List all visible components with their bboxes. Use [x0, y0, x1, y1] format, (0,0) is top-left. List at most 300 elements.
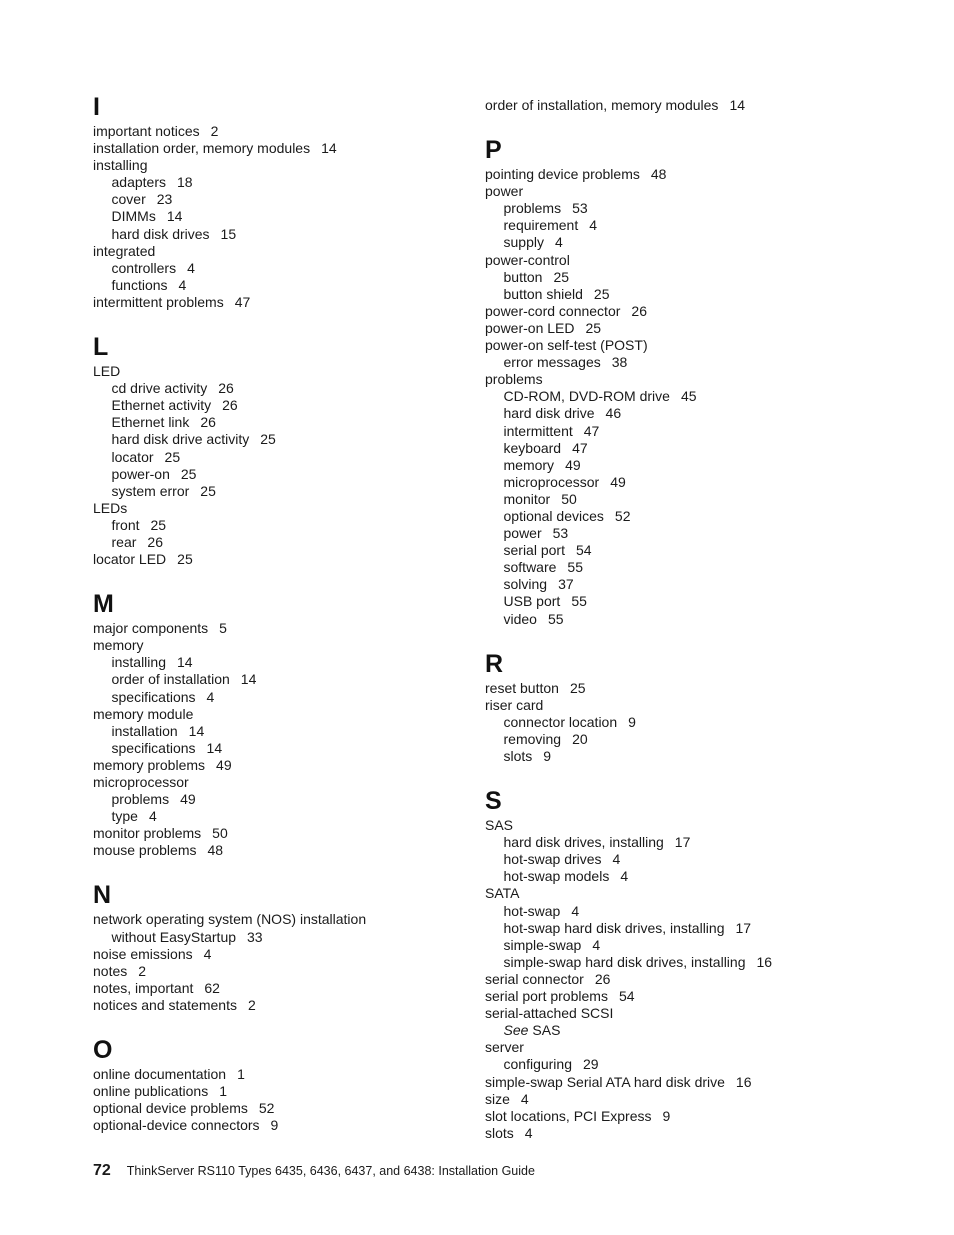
index-entry — [485, 97, 865, 114]
entry-term: memory problems — [93, 756, 206, 773]
index-subentry — [93, 483, 473, 500]
entry-term: SAS — [485, 817, 514, 834]
index-subentry — [485, 542, 865, 559]
entry-term: power-control — [485, 251, 570, 268]
index-subentry — [485, 834, 865, 851]
entry-page-number: 5 — [219, 620, 227, 637]
entry-term: major components — [93, 620, 209, 637]
index-subentry — [93, 534, 473, 551]
index-entry — [93, 500, 473, 517]
entry-term: simple-swap — [503, 936, 582, 953]
entry-term: riser card — [485, 696, 544, 713]
entry-term: locator — [111, 448, 154, 465]
entry-term: notes — [93, 962, 128, 979]
index-subentry — [93, 466, 473, 483]
see-reference: See — [503, 1022, 529, 1039]
index-subentry — [485, 423, 865, 440]
entry-term: order of installation, memory modules — [485, 97, 719, 113]
index-subentry — [93, 808, 473, 825]
entry-page-number: 50 — [561, 490, 577, 507]
index-subentry — [93, 174, 473, 191]
entry-term: installing — [111, 654, 166, 671]
index-subentry — [93, 791, 473, 808]
entry-term: notices and statements — [93, 996, 237, 1013]
index-subentry — [485, 714, 865, 731]
entry-term: monitor problems — [93, 825, 202, 842]
entry-term: important notices — [93, 123, 200, 139]
index-column-right — [485, 97, 865, 1142]
index-entry — [93, 123, 473, 140]
entry-page-number: 25 — [593, 285, 610, 302]
entry-page-number: 26 — [222, 397, 238, 414]
entry-page-number: 29 — [583, 1056, 599, 1073]
entry-term: slots — [503, 748, 533, 764]
entry-page-number: 4 — [524, 1124, 533, 1141]
entry-term: simple-swap hard disk drives, installing — [503, 953, 746, 970]
page-footer — [93, 1162, 535, 1180]
entry-page-number: 16 — [756, 953, 773, 970]
entry-page-number: 14 — [729, 97, 746, 113]
index-subentry — [485, 457, 865, 474]
entry-term: hot-swap — [503, 902, 561, 919]
entry-term: specifications — [111, 739, 196, 756]
entry-term: front — [111, 516, 140, 533]
index-entry — [93, 1083, 473, 1100]
entry-term: intermittent problems — [93, 293, 224, 310]
index-subentry — [485, 405, 865, 422]
entry-term: simple-swap Serial ATA hard disk drive — [485, 1073, 725, 1090]
entry-term: LEDs — [93, 499, 128, 516]
entry-term: hard disk drive — [503, 405, 595, 422]
index-section — [93, 333, 473, 568]
entry-term: cover — [111, 191, 146, 208]
index-subentry — [93, 689, 473, 706]
index-entry — [93, 637, 473, 654]
index-subentry — [93, 260, 473, 277]
entry-term: microprocessor — [93, 774, 189, 790]
entry-page-number: 4 — [187, 259, 195, 276]
entry-term: notes, important — [93, 979, 194, 996]
index-entry — [93, 706, 473, 723]
entry-term: noise emissions — [93, 945, 193, 962]
entry-term: controllers — [111, 259, 177, 276]
entry-term: adapters — [111, 174, 166, 191]
entry-term: hard disk drives — [111, 225, 210, 242]
index-entry — [93, 363, 473, 380]
index-subentry — [485, 903, 865, 920]
entry-term: order of installation — [111, 671, 230, 688]
entry-page-number: 14 — [240, 671, 257, 688]
entry-page-number: 14 — [176, 654, 193, 671]
entry-page-number: 23 — [156, 191, 173, 208]
entry-page-number: 47 — [572, 439, 588, 456]
entry-term: network operating system (NOS) installation — [93, 911, 367, 928]
entry-term: type — [111, 808, 138, 825]
index-section — [93, 93, 473, 311]
index-entry — [485, 1005, 865, 1022]
entry-page-number: 45 — [680, 388, 697, 405]
entry-page-number: 4 — [178, 276, 187, 293]
entry-page-number: 38 — [611, 354, 628, 371]
entry-page-number: 49 — [610, 473, 626, 490]
entry-term: memory — [503, 456, 555, 473]
index-subentry — [93, 191, 473, 208]
index-subentry — [485, 200, 865, 217]
entry-page-number: 9 — [543, 748, 552, 764]
index-subentry — [93, 723, 473, 740]
index-entry — [485, 697, 865, 714]
entry-term: video — [503, 610, 537, 627]
index-entry — [93, 620, 473, 637]
entry-page-number: 26 — [631, 302, 647, 319]
entry-term: server — [485, 1039, 524, 1056]
entry-term: serial port problems — [485, 988, 608, 1005]
index-entry — [93, 157, 473, 174]
index-entry — [93, 757, 473, 774]
entry-page-number: 47 — [583, 422, 600, 439]
entry-term: slot locations, PCI Express — [485, 1107, 652, 1124]
entry-page-number: 33 — [247, 928, 263, 945]
index-entry — [485, 1108, 865, 1125]
index-entry — [485, 1074, 865, 1091]
index-subentry — [485, 388, 865, 405]
entry-term: microprocessor — [503, 473, 600, 490]
entry-term: requirement — [503, 217, 579, 234]
entry-term: USB port — [503, 593, 561, 610]
entry-term: optional device problems — [93, 1100, 248, 1117]
entry-term: SAS — [532, 1022, 561, 1039]
index-subentry — [93, 226, 473, 243]
index-subentry — [485, 576, 865, 593]
index-section — [485, 787, 865, 1142]
index-entry — [93, 294, 473, 311]
entry-page-number: 62 — [204, 979, 220, 996]
entry-page-number: 50 — [212, 825, 228, 842]
entry-term: solving — [503, 576, 548, 593]
entry-term: serial connector — [485, 970, 584, 987]
entry-page-number: 2 — [138, 962, 147, 979]
index-entry — [93, 946, 473, 963]
entry-page-number: 2 — [247, 996, 256, 1013]
entry-page-number: 14 — [166, 208, 183, 225]
entry-page-number: 49 — [180, 791, 196, 808]
entry-term: size — [485, 1090, 510, 1107]
entry-term: hot-swap models — [503, 868, 610, 885]
entry-page-number: 4 — [592, 936, 601, 953]
entry-page-number: 49 — [216, 756, 232, 773]
index-entry — [93, 911, 473, 928]
index-subentry — [93, 449, 473, 466]
entry-page-number: 4 — [612, 851, 621, 868]
entry-page-number: 9 — [628, 713, 636, 730]
entry-page-number: 48 — [207, 842, 224, 859]
index-entry — [485, 371, 865, 388]
index-subentry — [93, 380, 473, 397]
entry-term: power-cord connector — [485, 302, 621, 319]
entry-page-number: 14 — [206, 739, 223, 756]
index-entry — [485, 885, 865, 902]
entry-page-number: 4 — [571, 902, 580, 919]
index-entry — [93, 997, 473, 1014]
index-subentry — [485, 525, 865, 542]
entry-term: configuring — [503, 1056, 572, 1073]
entry-term: integrated — [93, 242, 156, 259]
index-subentry — [485, 491, 865, 508]
index-entry — [93, 1117, 473, 1134]
entry-term: power — [503, 525, 542, 542]
index-subentry — [485, 508, 865, 525]
entry-term: supply — [503, 234, 544, 251]
entry-page-number: 17 — [735, 919, 752, 936]
index-entry — [485, 680, 865, 697]
entry-page-number: 9 — [270, 1117, 279, 1134]
section-letter: L — [93, 333, 109, 362]
index-section — [93, 881, 473, 1014]
index-subentry — [93, 414, 473, 431]
entry-term: serial-attached SCSI — [485, 1005, 614, 1022]
entry-term: optional-device connectors — [93, 1117, 260, 1134]
index-subentry — [485, 474, 865, 491]
entry-page-number: 1 — [219, 1083, 227, 1100]
index-subentry — [93, 397, 473, 414]
index-entry — [485, 337, 865, 354]
index-section — [93, 1036, 473, 1134]
index-subentry — [93, 929, 473, 946]
entry-term: hot-swap drives — [503, 851, 602, 868]
entry-term: online documentation — [93, 1066, 227, 1083]
entry-page-number: 26 — [200, 414, 216, 431]
entry-page-number: 4 — [203, 945, 212, 962]
entry-term: pointing device problems — [485, 166, 640, 183]
index-subentry — [93, 277, 473, 294]
entry-page-number: 20 — [572, 730, 588, 747]
index-section — [93, 590, 473, 859]
index-entry — [485, 1039, 865, 1056]
entry-page-number: 18 — [176, 174, 193, 191]
index-subentry — [485, 234, 865, 251]
entry-term: hot-swap hard disk drives, installing — [503, 919, 725, 936]
entry-term: CD-ROM, DVD-ROM drive — [503, 388, 670, 405]
entry-term: Ethernet activity — [111, 397, 212, 414]
entry-term: optional devices — [503, 507, 604, 524]
entry-term: slots — [485, 1124, 514, 1141]
entry-term: functions — [111, 276, 168, 293]
index-subentry — [485, 1056, 865, 1073]
index-entry — [485, 817, 865, 834]
entry-page-number: 4 — [206, 688, 215, 705]
entry-page-number: 25 — [569, 679, 586, 696]
index-subentry — [485, 559, 865, 576]
entry-page-number: 49 — [565, 456, 581, 473]
index-entry — [93, 774, 473, 791]
entry-term: power — [485, 183, 524, 200]
entry-term: without EasyStartup — [111, 928, 237, 945]
entry-term: software — [503, 559, 557, 576]
entry-term: memory module — [93, 705, 194, 722]
entry-page-number: 37 — [558, 576, 574, 593]
entry-page-number: 25 — [260, 431, 276, 448]
entry-page-number: 15 — [220, 225, 237, 242]
entry-page-number: 4 — [148, 808, 157, 825]
index-subentry — [93, 671, 473, 688]
index-subentry — [485, 354, 865, 371]
entry-term: SATA — [485, 885, 520, 902]
index-entry — [93, 1100, 473, 1117]
index-subentry — [485, 937, 865, 954]
entry-page-number: 26 — [594, 970, 611, 987]
entry-term: Ethernet link — [111, 414, 190, 431]
entry-page-number: 14 — [188, 722, 205, 739]
index-section — [485, 650, 865, 765]
index-entry — [485, 183, 865, 200]
index-subentry — [485, 269, 865, 286]
entry-page-number: 53 — [552, 525, 569, 542]
entry-page-number: 53 — [572, 200, 588, 217]
section-letter: N — [93, 881, 112, 910]
entry-page-number: 48 — [650, 166, 667, 183]
entry-term: intermittent — [503, 422, 573, 439]
section-letter: I — [93, 93, 100, 121]
entry-term: removing — [503, 730, 562, 747]
index-entry — [485, 303, 865, 320]
index-subentry — [93, 740, 473, 757]
entry-term: rear — [111, 533, 137, 550]
entry-term: problems — [485, 371, 543, 388]
index-entry — [93, 551, 473, 568]
entry-page-number: 26 — [147, 533, 163, 550]
index-entry — [93, 825, 473, 842]
entry-term: mouse problems — [93, 842, 197, 859]
entry-term: DIMMs — [111, 208, 156, 225]
entry-page-number: 25 — [177, 551, 193, 568]
entry-page-number: 25 — [553, 268, 570, 285]
page-number: 72 — [93, 1162, 111, 1179]
section-letter: P — [485, 136, 502, 165]
entry-term: connector location — [503, 713, 618, 730]
entry-page-number: 4 — [520, 1090, 529, 1107]
index-subentry — [485, 851, 865, 868]
entry-page-number: 25 — [200, 482, 216, 499]
index-entry — [485, 988, 865, 1005]
section-letter: R — [485, 649, 504, 678]
section-letter: M — [93, 590, 114, 619]
index-column-left — [93, 93, 473, 1134]
entry-term: button — [503, 268, 543, 285]
index-entry — [93, 140, 473, 157]
entry-page-number: 25 — [585, 319, 602, 336]
section-letter: S — [485, 787, 502, 816]
index-entry — [93, 842, 473, 859]
entry-page-number: 25 — [180, 465, 197, 482]
index-subentry — [485, 920, 865, 937]
index-entry — [485, 1091, 865, 1108]
entry-page-number: 2 — [210, 123, 219, 139]
entry-term: online publications — [93, 1083, 209, 1100]
index-entry — [485, 252, 865, 269]
entry-term: serial port — [503, 542, 565, 559]
entry-page-number: 9 — [662, 1107, 671, 1124]
index-subentry — [485, 868, 865, 885]
index-entry — [485, 166, 865, 183]
entry-term: keyboard — [503, 439, 562, 456]
entry-term: hard disk drives, installing — [503, 834, 664, 851]
index-subentry — [485, 954, 865, 971]
entry-page-number: 54 — [618, 988, 635, 1005]
entry-term: system error — [111, 482, 190, 499]
entry-term: error messages — [503, 354, 601, 371]
entry-term: installation — [111, 722, 178, 739]
index-section — [485, 136, 865, 628]
entry-page-number: 4 — [554, 234, 563, 251]
index-subentry — [93, 517, 473, 534]
entry-term: hard disk drive activity — [111, 431, 250, 448]
entry-term: problems — [111, 791, 170, 808]
entry-page-number: 54 — [575, 542, 592, 559]
entry-term: memory — [93, 637, 144, 654]
index-entry — [485, 971, 865, 988]
entry-page-number: 26 — [218, 380, 234, 397]
index-subentry — [485, 440, 865, 457]
entry-term: button shield — [503, 285, 583, 302]
index-entry — [93, 243, 473, 260]
entry-page-number: 25 — [150, 516, 167, 533]
entry-term: LED — [93, 363, 121, 380]
index-subentry — [485, 217, 865, 234]
index-subentry — [93, 654, 473, 671]
entry-page-number: 55 — [547, 610, 564, 627]
index-entry — [485, 320, 865, 337]
entry-term: locator LED — [93, 551, 167, 568]
entry-page-number: 25 — [164, 448, 181, 465]
entry-page-number: 16 — [735, 1073, 752, 1090]
entry-term: power-on LED — [485, 319, 575, 336]
entry-page-number: 4 — [589, 217, 597, 234]
index-subentry — [485, 593, 865, 610]
entry-term: cd drive activity — [111, 380, 208, 397]
index-entry — [93, 980, 473, 997]
index-subentry — [485, 731, 865, 748]
entry-page-number: 14 — [321, 140, 337, 157]
entry-page-number: 17 — [674, 834, 691, 851]
index-subentry — [485, 1022, 865, 1039]
document-title: ThinkServer RS110 Types 6435, 6436, 6437, and 6438: Installation Guide — [126, 1164, 535, 1178]
entry-page-number: 1 — [237, 1066, 245, 1083]
entry-page-number: 4 — [620, 868, 629, 885]
index-subentry — [93, 208, 473, 225]
entry-term: power-on self-test (POST) — [485, 337, 648, 354]
entry-term: monitor — [503, 490, 551, 507]
entry-term: reset button — [485, 679, 559, 696]
index-section — [485, 97, 865, 114]
entry-term: power-on — [111, 465, 170, 482]
entry-page-number: 52 — [258, 1100, 275, 1117]
index-entry — [93, 963, 473, 980]
section-letter: O — [93, 1036, 113, 1065]
index-subentry — [485, 748, 865, 765]
index-subentry — [485, 286, 865, 303]
index-entry — [485, 1125, 865, 1142]
entry-page-number: 52 — [614, 507, 631, 524]
entry-page-number: 47 — [234, 293, 251, 310]
entry-page-number: 55 — [567, 559, 583, 576]
index-subentry — [485, 611, 865, 628]
entry-term: specifications — [111, 688, 196, 705]
entry-term: installation order, memory modules — [93, 140, 311, 157]
entry-term: problems — [503, 200, 562, 217]
index-subentry — [93, 431, 473, 448]
index-entry — [93, 1066, 473, 1083]
entry-page-number: 55 — [571, 593, 587, 610]
